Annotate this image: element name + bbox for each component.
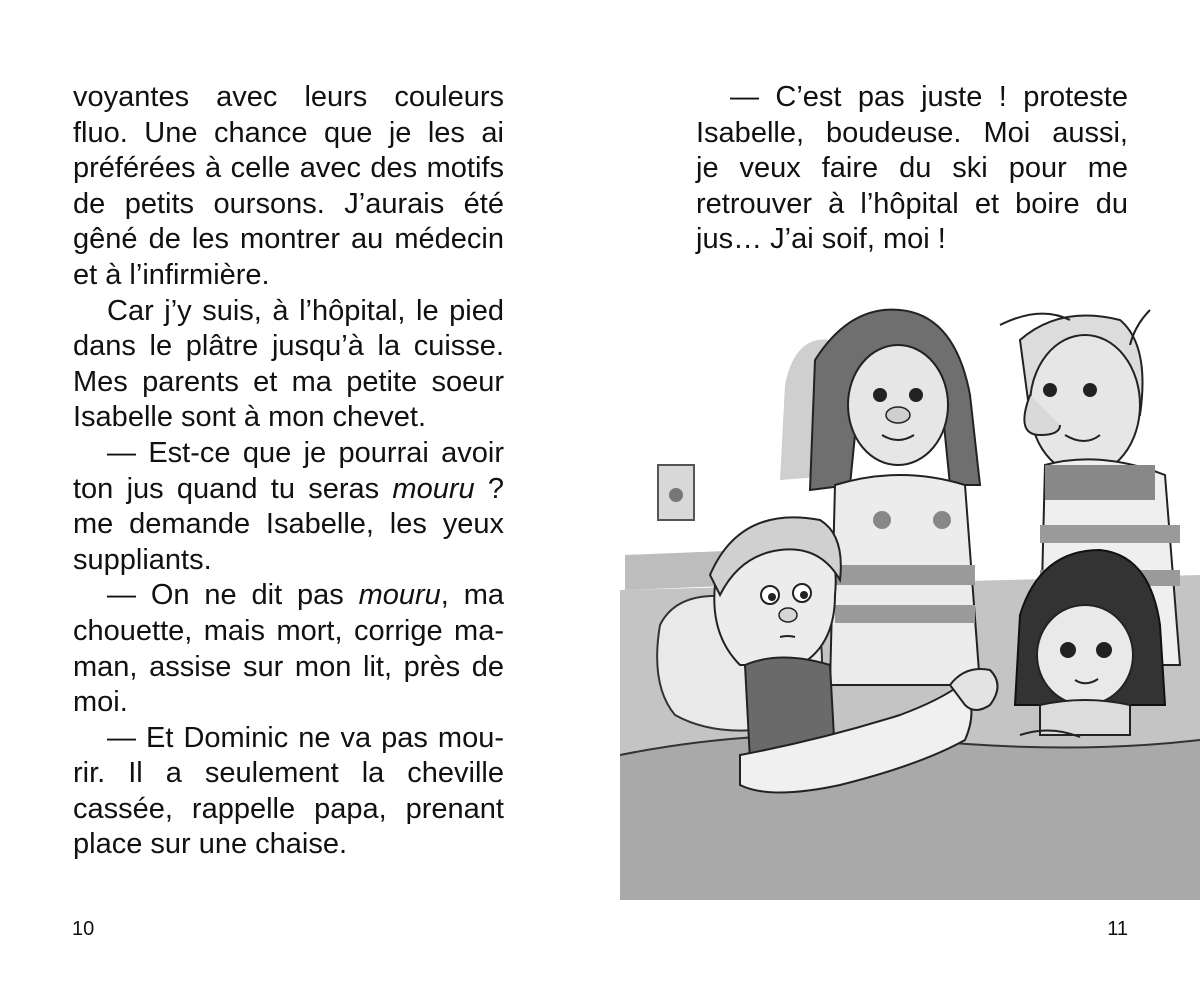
text-line: préférées à celle avec des motifs <box>73 152 504 185</box>
text-line: suppliants. <box>73 543 212 576</box>
text-line: ton jus quand tu seras mouru ? <box>73 472 504 505</box>
text-line: place sur une chaise. <box>73 828 348 861</box>
text-line: Car j’y suis, à l’hôpital, le pied <box>107 294 504 327</box>
text-line: jus… J’ai soif, moi ! <box>696 223 946 256</box>
text-line: man, assise sur mon lit, près de <box>73 650 504 683</box>
text-line: — Et Dominic ne va pas mou- <box>107 721 504 754</box>
text-line: et à l’infirmière. <box>73 258 270 291</box>
right-page-text <box>696 80 1128 258</box>
left-page-text <box>73 80 504 863</box>
page-number-right: 11 <box>1107 918 1128 940</box>
text-line: de petits oursons. J’aurais été <box>73 187 504 220</box>
text-line: — Est-ce que je pourrai avoir <box>107 436 504 469</box>
text-line: fluo. Une chance que je les ai <box>73 116 504 149</box>
page-number-left: 10 <box>72 918 95 940</box>
text-line: me demande Isabelle, les yeux <box>73 508 504 541</box>
text-line: dans le plâtre jusqu’à la cuisse. <box>73 330 504 363</box>
family-hospital-illustration <box>620 285 1200 900</box>
text-line: Mes parents et ma petite soeur <box>73 365 504 398</box>
text-line: chouette, mais mort, corrige ma- <box>73 614 504 647</box>
text-line: gêné de les montrer au médecin <box>73 223 504 256</box>
text-line: rir. Il a seulement la cheville <box>73 757 504 790</box>
text-line: Isabelle, boudeuse. Moi aussi, <box>696 116 1128 149</box>
right-page <box>600 0 1200 988</box>
text-line: voyantes avec leurs couleurs <box>73 81 504 113</box>
text-line: — On ne dit pas mouru, ma <box>107 579 504 612</box>
text-line: moi. <box>73 686 128 719</box>
text-line: je veux faire du ski pour me <box>696 152 1128 185</box>
text-line: retrouver à l’hôpital et boire du <box>696 187 1128 220</box>
text-line: cassée, rappelle papa, prenant <box>73 792 504 825</box>
text-line: — C’est pas juste ! proteste <box>730 81 1128 113</box>
text-line: Isabelle sont à mon chevet. <box>73 401 427 434</box>
